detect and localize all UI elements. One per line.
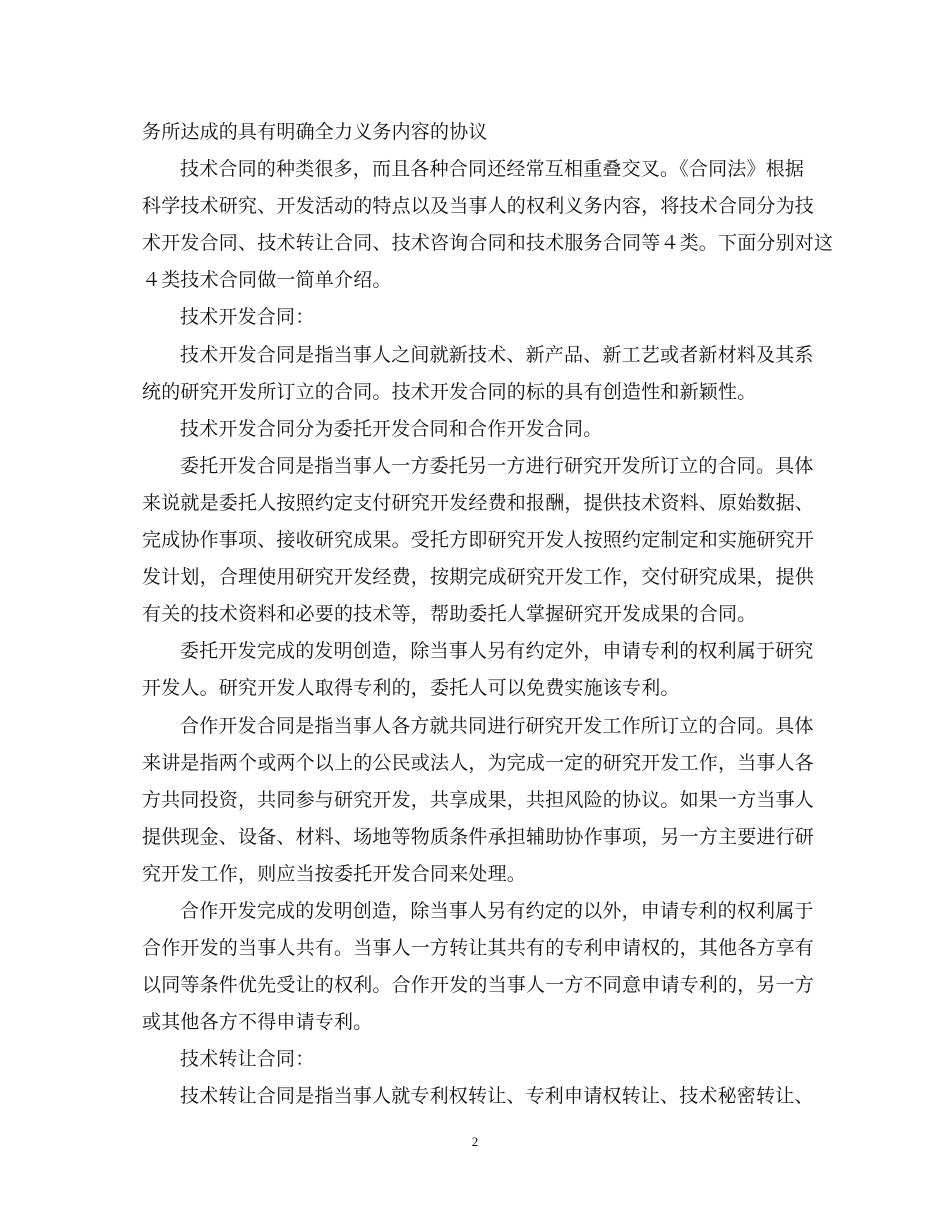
text-line: 技术合同的种类很多，而且各种合同还经常互相重叠交叉。《合同法》根据 — [180, 158, 805, 181]
text-line: 技术开发合同分为委托开发合同和合作开发合同。 — [180, 417, 603, 440]
text-line: 以同等条件优先受让的权利。合作开发的当事人一方不同意申请专利的，另一方 — [142, 974, 815, 997]
text-line: 委托开发完成的发明创造，除当事人另有约定外，申请专利的权利属于研究 — [180, 640, 814, 663]
text-line: 究开发工作，则应当按委托开发合同来处理。 — [142, 862, 527, 885]
text-line: 有关的技术资料和必要的技术等，帮助委托人掌握研究开发成果的合同。 — [142, 603, 757, 626]
text-line: 合作开发合同是指当事人各方就共同进行研究开发工作所订立的合同。具体 — [180, 714, 814, 737]
text-line: 统的研究开发所订立的合同。技术开发合同的标的具有创造性和新颖性。 — [142, 380, 757, 403]
text-line: 方共同投资，共同参与研究开发，共享成果，共担风险的协议。如果一方当事人 — [142, 788, 815, 811]
page-number: 2 — [471, 1134, 479, 1149]
text-line: 技术转让合同是指当事人就专利权转让、专利申请权转让、技术秘密转让、 — [180, 1085, 814, 1108]
text-line: 技术开发合同： — [180, 306, 315, 329]
text-line: 合作开发完成的发明创造，除当事人另有约定的以外，申请专利的权利属于 — [180, 899, 814, 922]
text-line: 技术开发合同是指当事人之间就新技术、新产品、新工艺或者新材料及其系 — [180, 343, 814, 366]
text-line: 合作开发的当事人共有。当事人一方转让其共有的专利申请权的，其他各方享有 — [142, 937, 815, 960]
text-line: 提供现金、设备、材料、场地等物质条件承担辅助协作事项，另一方主要进行研 — [142, 825, 815, 848]
text-line: 技术转让合同： — [180, 1048, 315, 1071]
text-line: 委托开发合同是指当事人一方委托另一方进行研究开发所订立的合同。具体 — [180, 454, 814, 477]
text-line: 发计划，合理使用研究开发经费，按期完成研究开发工作，交付研究成果，提供 — [142, 566, 815, 589]
text-line: 来说就是委托人按照约定支付研究开发经费和报酬，提供技术资料、原始数据、 — [142, 491, 815, 514]
text-line: 或其他各方不得申请专利。 — [142, 1011, 373, 1034]
text-line: 完成协作事项、接收研究成果。受托方即研究开发人按照约定制定和实施研究开 — [142, 529, 815, 552]
text-line: 务所达成的具有明确全力义务内容的协议 — [142, 121, 488, 143]
text-line: 术开发合同、技术转让合同、技术咨询合同和技术服务合同等４类。下面分别对这 — [142, 232, 834, 255]
text-line: 开发人。研究开发人取得专利的，委托人可以免费实施该专利。 — [142, 677, 680, 700]
document-body — [142, 114, 834, 1116]
text-line: 来讲是指两个或两个以上的公民或法人，为完成一定的研究开发工作，当事人各 — [142, 751, 815, 774]
text-line: 科学技术研究、开发活动的特点以及当事人的权利义务内容，将技术合同分为技 — [142, 195, 815, 218]
text-line: ４类技术合同做一简单介绍。 — [142, 269, 392, 292]
